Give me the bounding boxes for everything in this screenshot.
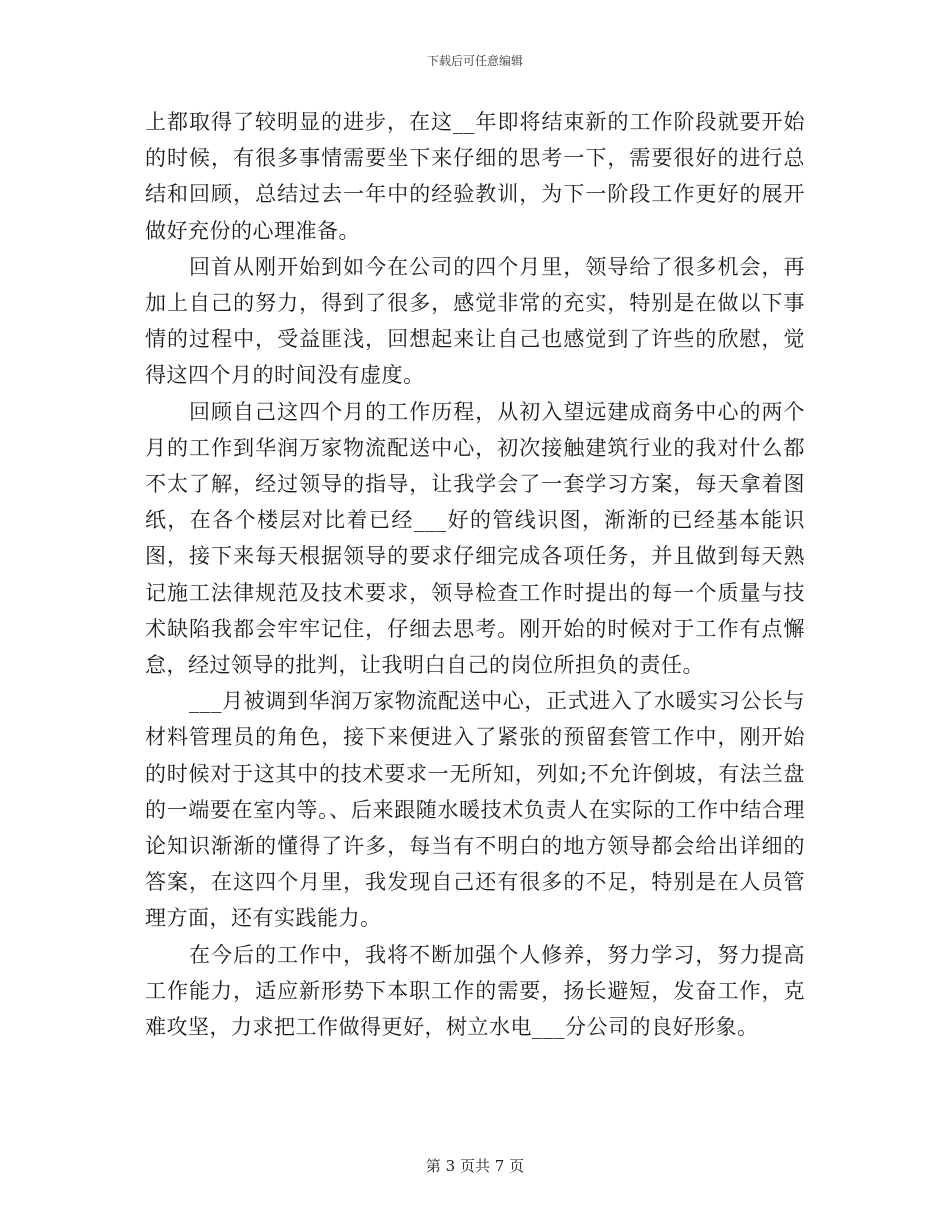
paragraph-3: 回顾自己这四个月的工作历程，从初入望远建成商务中心的两个月的工作到华润万家物流配送中心，初次接触建筑行业的我对什么都不太了解，经过领导的指导，让我学会了一套学习方案，每天拿着图纸，在各个楼层对比着已经___好的管线识图，渐渐的已经基本能识图，接下来每天根据领导的要求仔细完成各项任务，并且做到每天熟记施工法律规范及技术要求，领导检查工作时提出的每一个质量与技术缺陷我都会牢牢记住，仔细去思考。刚开始的时候对于工作有点懈怠，经过领导的批判，让我明白自己的岗位所担负的责任。 (145, 399, 805, 678)
document-body (145, 104, 805, 1045)
paragraph-4: ___月被调到华润万家物流配送中心，正式进入了水暖实习公长与材料管理员的角色，接下来便进入了紧张的预留套管工作中，刚开始的时候对于这其中的技术要求一无所知，列如;不允许倒坡，有法兰盘的一端要在室内等。、后来跟随水暖技术负责人在实际的工作中结合理论知识渐渐的懂得了许多，每当有不明白的地方领导都会给出详细的答案，在这四个月里，我发现自己还有很多的不足，特别是在人员管理方面，还有实践能力。 (145, 689, 805, 931)
paragraph-1: 上都取得了较明显的进步，在这__年即将结束新的工作阶段就要开始的时候，有很多事情需要坐下来仔细的思考一下，需要很好的进行总结和回顾，总结过去一年中的经验教训，为下一阶段工作更好的展开做好充份的心理准备。 (145, 110, 805, 243)
paragraph-5: 在今后的工作中，我将不断加强个人修养，努力学习，努力提高工作能力，适应新形势下本职工作的需要，扬长避短，发奋工作，克难攻坚，力求把工作做得更好，树立水电___分公司的良好形象。 (145, 942, 805, 1040)
page-number: 第 3 页共 7 页 (425, 1157, 525, 1175)
page-header: 下载后可任意编辑 (426, 54, 523, 68)
paragraph-2: 回首从刚开始到如今在公司的四个月里，领导给了很多机会，再加上自己的努力，得到了很多，感觉非常的充实，特别是在做以下事情的过程中，受益匪浅，回想起来让自己也感觉到了许些的欣慰，觉得这四个月的时间没有虚度。 (145, 254, 805, 388)
